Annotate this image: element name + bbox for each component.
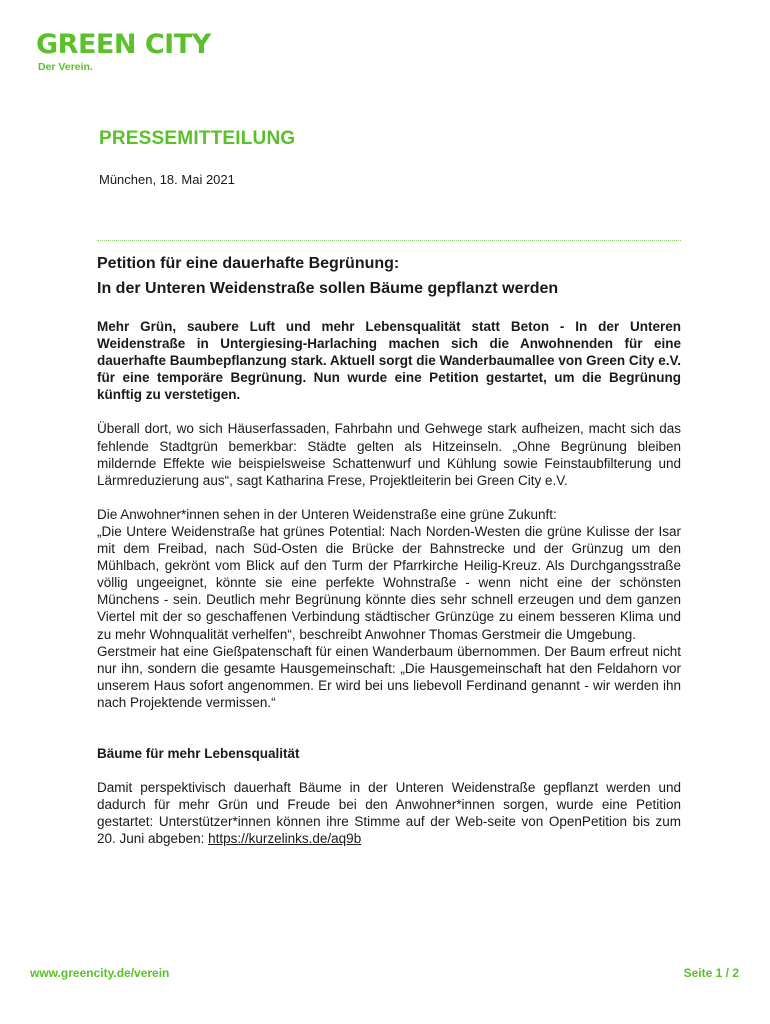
petition-link[interactable]: https://kurzelinks.de/aq9b [208, 831, 362, 847]
green-city-logo [36, 30, 211, 73]
title-line-1: Petition für eine dauerhafte Begrünung: [97, 255, 400, 272]
page-number: Seite 1 / 2 [683, 966, 739, 980]
dotted-divider [97, 240, 681, 241]
paragraph-4 [97, 779, 681, 847]
subheading: Bäume für mehr Lebensqualität [97, 745, 300, 761]
paragraph-1: Überall dort, wo sich Häuserfassaden, Fahrbahn und Gehwege stark aufheizen, macht sich das fehlende Stadtgrün bemerkbar: Städte gelten als Hitzeinseln. „Ohne Begrünung bleiben mildernde Effekte wie beispielsweise Schattenwurf und Kühlung sowie Feinstaubfilterung und Lärmreduzierung aus“, sagt Katharina Frese, Projektleiterin bei Green City e.V. [97, 421, 681, 488]
paragraph-2-quote: „Die Untere Weidenstraße hat grünes Potential: Nach Norden-Westen die grüne Kulisse der Isar mit dem Freibad, nach Süd-Osten die Brücke der Bahnstrecke und der Grünzug um den Mühlbach, gekrönt vom Blick auf den Turm der Pfarrkirche Heilig-Kreuz. Als Durchgangsstraße völlig ungeeignet, könnte sie eine perfekte Wohnstraße - wenn nicht eine der schönsten Münchens - sein. Deutlich mehr Begrünung könnte dies sehr schnell erzeugen und dem ganzen Viertel mit der so geschaffenen Verbindung städtischer Grünzüge zu einem besseren Klima und zu mehr Wohnqualität verhelfen“, beschreibt Anwohner Thomas Gerstmeir die Umgebung. [97, 523, 681, 642]
press-release-heading: PRESSEMITTEILUNG [99, 128, 296, 149]
paragraph-4-text: Damit perspektivisch dauerhaft Bäume in der Unteren Weidenstraße gepflanzt werden und dadurch für mehr Grün und Freude bei den Anwohner*innen sorgen, wurde eine Petition gestartet: Unterstützer*innen können ihre Stimme auf der Web-seite von OpenPetition bis zum 20. Juni abgeben: [97, 780, 681, 847]
logo-tagline: Der Verein. [38, 61, 93, 73]
logo-wordmark: GREEN CITY [36, 29, 211, 60]
paragraph-3: Gerstmeir hat eine Gießpatenschaft für einen Wanderbaum übernommen. Der Baum erfreut nicht nur ihn, sondern die gesamte Hausgemeinschaft: „Die Hausgemeinschaft hat den Feldahorn vor unserem Haus sofort angenommen. Er wird bei uns liebevoll Ferdinand genannt - wir werden ihn nach Projektende vermissen.“ [97, 643, 681, 710]
lead-paragraph: Mehr Grün, saubere Luft und mehr Lebensqualität statt Beton - In der Unteren Weidenstraße in Untergiesing-Harlaching machen sich die Anwohnenden für eine dauerhafte Baumbepflanzung stark. Aktuell sorgt die Wanderbaumallee von Green City e.V. für eine temporäre Begrünung. Nun wurde eine Petition gestartet, um die Begrünung künftig zu verstetigen. [97, 319, 681, 403]
footer-website: www.greencity.de/verein [30, 966, 170, 980]
article-body [97, 318, 681, 847]
dateline: München, 18. Mai 2021 [99, 172, 235, 187]
paragraph-2-intro: Die Anwohner*innen sehen in der Unteren Weidenstraße eine grüne Zukunft: [97, 506, 557, 522]
article-title [97, 251, 687, 301]
title-line-2: In der Unteren Weidenstraße sollen Bäume gepflanzt werden [97, 280, 559, 297]
